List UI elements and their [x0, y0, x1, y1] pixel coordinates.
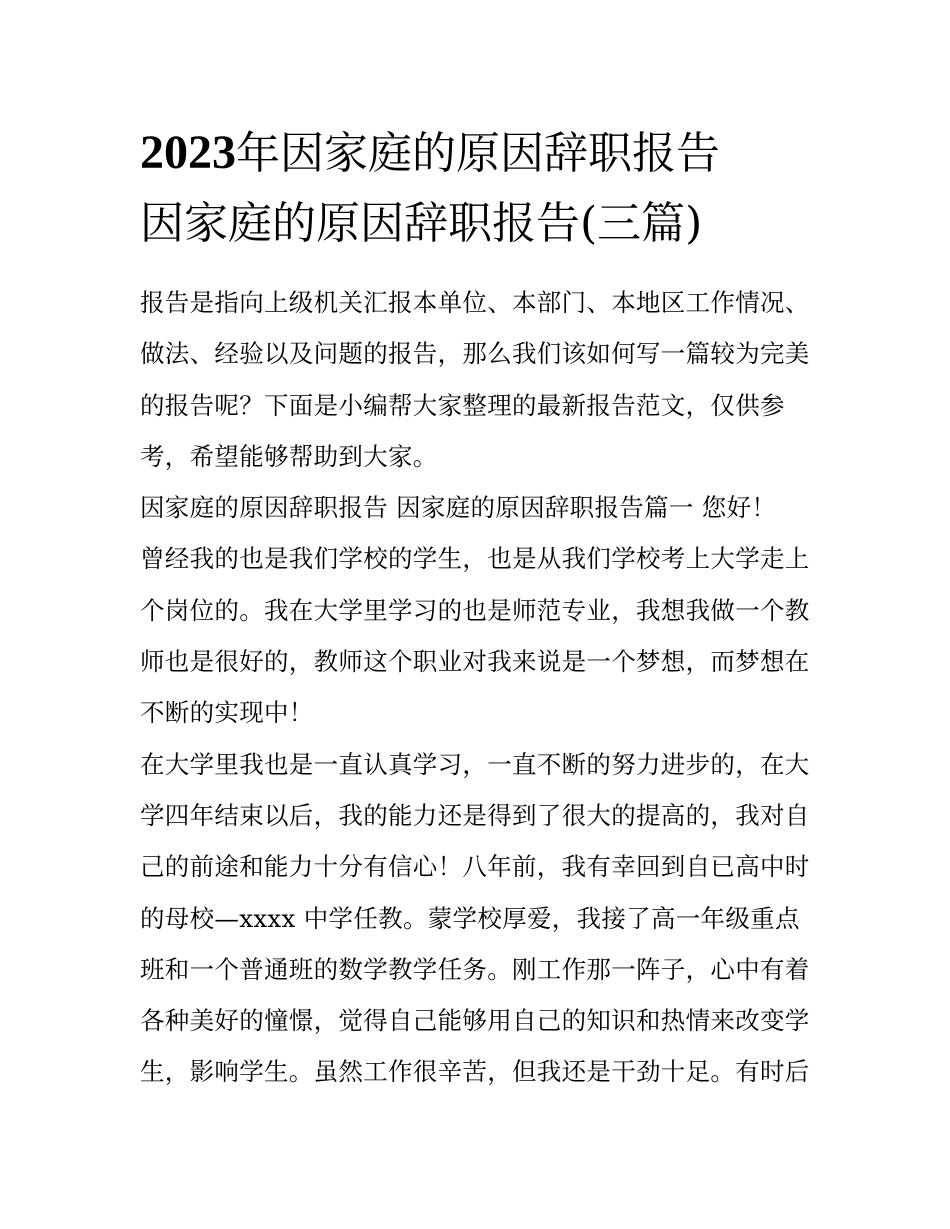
body-line: 各种美好的憧憬，觉得自己能够用自己的知识和热情来改变学 [140, 1006, 810, 1036]
body-line: 师也是很好的，教师这个职业对我来说是一个梦想，而梦想在 [140, 647, 810, 677]
document-title [140, 118, 812, 259]
body-line: 生，影响学生。虽然工作很辛苦，但我还是干劲十足。有时后 [140, 1057, 810, 1087]
title-line-1-text: 年因家庭的原因辞职报告 [236, 128, 720, 179]
title-year: 2023 [140, 126, 236, 179]
body-line: 班和一个普通班的数学教学任务。刚工作那一阵子，心中有着 [140, 954, 810, 984]
body-line: 个岗位的。我在大学里学习的也是师范专业，我想我做一个教 [140, 595, 810, 625]
body-line: 不断的实现中！ [140, 698, 314, 728]
document-page [140, 118, 812, 1098]
body-line: 曾经我的也是我们学校的学生，也是从我们学校考上大学走上 [140, 544, 810, 574]
body-line: 己的前途和能力十分有信心！八年前，我有幸回到自已高中时 [140, 852, 810, 882]
title-line-1 [140, 118, 812, 189]
body-line: 因家庭的原因辞职报告 因家庭的原因辞职报告篇一 您好！ [140, 493, 777, 523]
body-line: 的报告呢？下面是小编帮大家整理的最新报告范文，仅供参 [140, 390, 785, 420]
body-line: 做法、经验以及问题的报告，那么我们该如何写一篇较为完美 [140, 339, 810, 369]
body-line: 报告是指向上级机关汇报本单位、本部门、本地区工作情况、 [140, 288, 810, 317]
body-line: 的母校—xxxx 中学任教。蒙学校厚爱，我接了高一年级重点 [140, 903, 800, 933]
body-line: 学四年结束以后，我的能力还是得到了很大的提高的，我对自 [140, 800, 810, 830]
body-text [140, 277, 812, 1098]
body-line: 考，希望能够帮助到大家。 [140, 441, 438, 471]
title-line-2: 因家庭的原因辞职报告(三篇) [140, 198, 703, 249]
body-line: 在大学里我也是一直认真学习，一直不断的努力进步的，在大 [140, 749, 810, 779]
